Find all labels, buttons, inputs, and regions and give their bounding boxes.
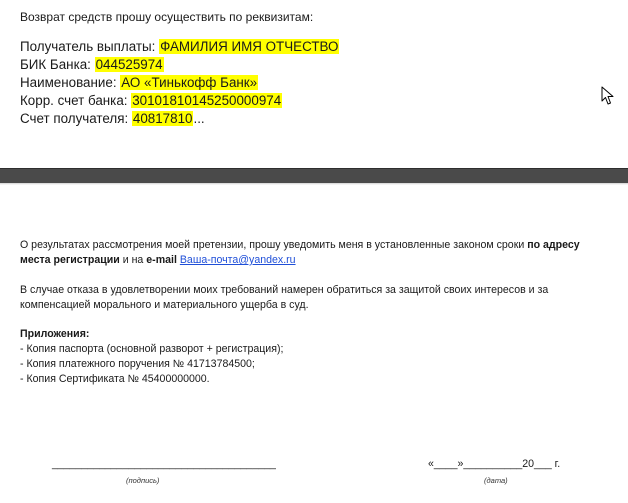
- attachment-item: - Копия Сертификата № 45400000000.: [20, 373, 210, 385]
- requisite-suffix: ...: [193, 111, 205, 126]
- notification-paragraph: [20, 238, 595, 268]
- notify-address-bold: по адресу места регистрации: [20, 239, 580, 266]
- page-break-divider: [0, 168, 628, 184]
- requisite-bank-name: [20, 74, 258, 92]
- date-line: «____»__________20___ г.: [428, 458, 561, 470]
- attachment-item: - Копия паспорта (основной разворот + регистрация);: [20, 343, 284, 355]
- requisite-corr-account: [20, 92, 282, 110]
- requisite-bik: [20, 56, 164, 74]
- requisite-recipient: [20, 38, 339, 56]
- requisite-label: Корр. счет банка:: [20, 93, 132, 108]
- requisite-label: БИК Банка:: [20, 57, 95, 72]
- requisite-value: ФАМИЛИЯ ИМЯ ОТЧЕСТВО: [160, 39, 339, 54]
- requisite-recipient-account: [20, 110, 205, 128]
- requisite-value: 30101810145250000974: [132, 93, 282, 108]
- requisite-value: АО «Тинькофф Банк»: [121, 75, 258, 90]
- refund-intro-text: Возврат средств прошу осуществить по реквизитам:: [20, 10, 314, 24]
- notify-text-and: и на: [119, 254, 147, 266]
- mouse-cursor-icon: [601, 86, 615, 111]
- attachments-title: Приложения:: [20, 328, 90, 340]
- email-link[interactable]: Ваша-почта@yandex.ru: [179, 254, 296, 266]
- requisite-label: Получатель выплаты:: [20, 39, 160, 54]
- signature-line: ______________________________________: [52, 458, 276, 470]
- date-caption: (дата): [484, 476, 508, 485]
- requisite-value: 044525974: [95, 57, 163, 72]
- attachment-item: - Копия платежного поручения № 41713784500;: [20, 358, 255, 370]
- requisite-label: Наименование:: [20, 75, 121, 90]
- requisite-value: 40817810: [132, 111, 193, 126]
- page-break-shadow: [0, 183, 628, 185]
- refusal-paragraph: В случае отказа в удовлетворении моих требований намерен обратиться за защитой своих интересов и за компенсацией морального и материального ущерба в суд.: [20, 284, 549, 311]
- notify-email-label: e-mail: [146, 254, 177, 266]
- signature-caption: (подпись): [126, 476, 160, 485]
- requisite-label: Счет получателя:: [20, 111, 132, 126]
- notify-text: О результатах рассмотрения моей претензии, прошу уведомить меня в установленные законом сроки: [20, 239, 528, 251]
